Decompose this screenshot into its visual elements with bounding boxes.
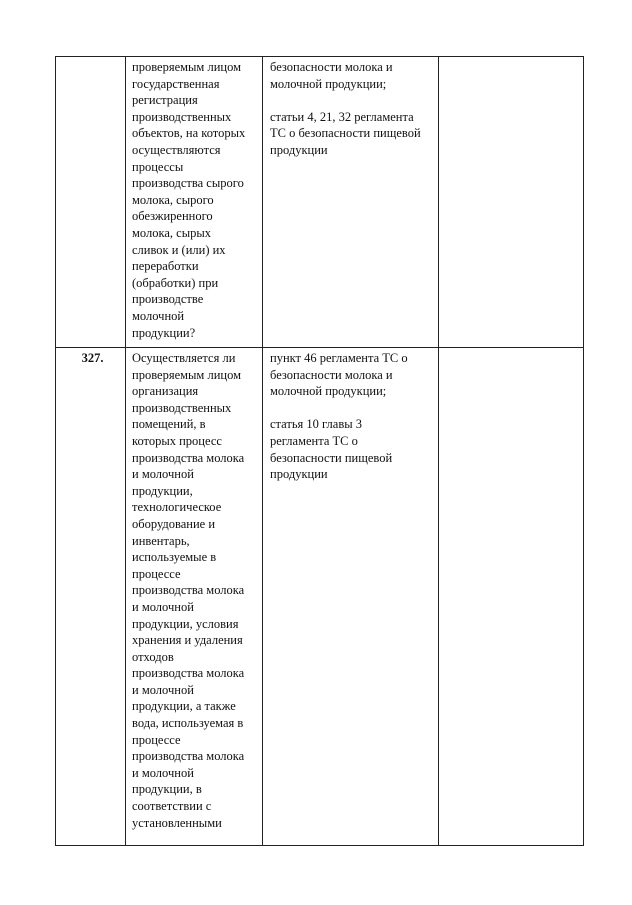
regulation-reference-cell: безопасности молока и молочной продукции; статьи 4, 21, 32 регламента ТС о безопасности пищевой продукции — [263, 57, 439, 347]
row-number-cell: 327. — [56, 348, 126, 845]
note-cell — [439, 57, 583, 347]
regulation-reference-cell: пункт 46 регламента ТС о безопасности молока и молочной продукции; статья 10 главы 3 регламента ТС о безопасности пищевой продукции — [263, 348, 439, 845]
note-cell — [439, 348, 583, 845]
question-cell: проверяемым лицом государственная регистрация производственных объектов, на которых осуществляются процессы производства сырого молока, сырого обезжиренного молока, сырых сливок и (или) их переработки (обработки) при производстве молочной продукции? — [126, 57, 263, 347]
table-row — [56, 348, 583, 845]
row-number-cell — [56, 57, 126, 347]
table-row — [56, 57, 583, 348]
requirements-table — [55, 56, 584, 846]
question-cell: Осуществляется ли проверяемым лицом организация производственных помещений, в которых процесс производства молока и молочной продукции, технологическое оборудование и инвентарь, используемые в процессе производства молока и молочной продукции, условия хранения и удаления отходов производства молока и молочной продукции, а также вода, используемая в процессе производства молока и молочной продукции, в соответствии с установленными — [126, 348, 263, 845]
